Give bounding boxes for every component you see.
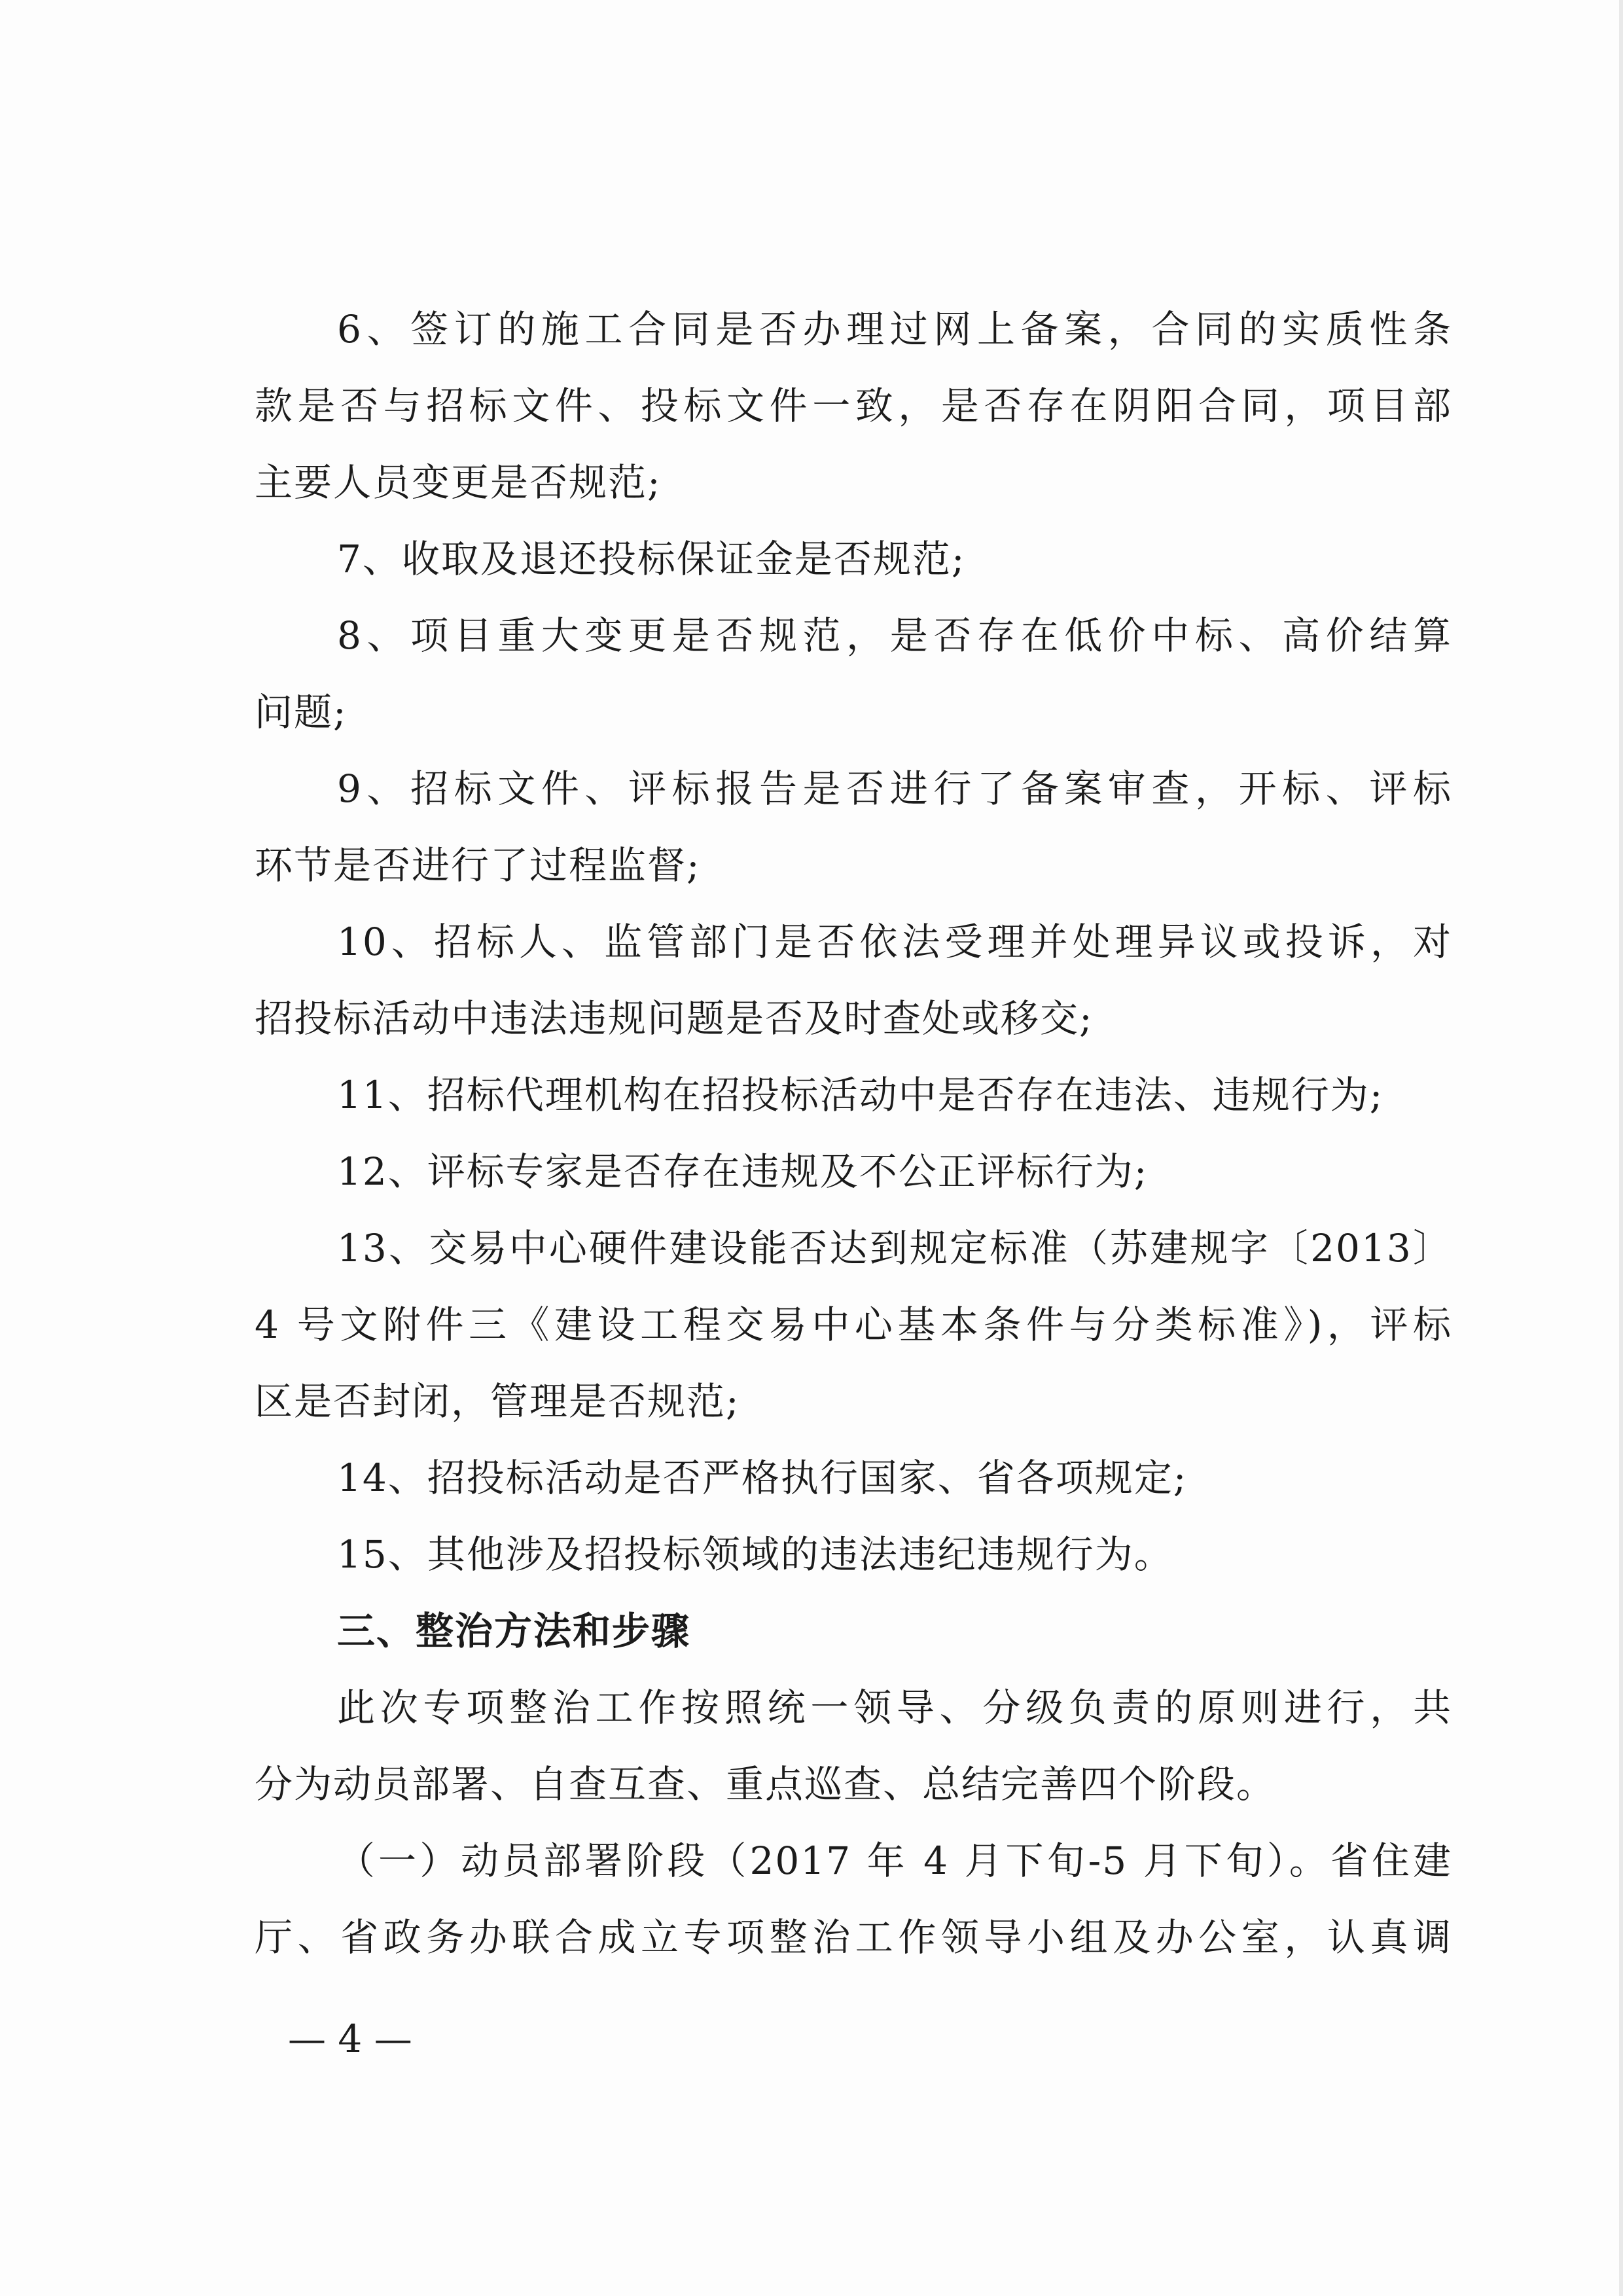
paragraph-line: 12、评标专家是否存在违规及不公正评标行为;: [337, 1149, 1149, 1194]
paragraph-line: 14、招投标活动是否严格执行国家、省各项规定;: [337, 1456, 1188, 1500]
paragraph-line: 款是否与招标文件、投标文件一致，是否存在阴阳合同，项目部: [255, 384, 1452, 428]
paragraph-line: 分为动员部署、自查互查、重点巡查、总结完善四个阶段。: [255, 1762, 1276, 1806]
paragraph-line: （一）动员部署阶段（2017 年 4 月下旬-5 月下旬）。省住建: [337, 1839, 1452, 1883]
paragraph-line: 厅、省政务办联合成立专项整治工作领导小组及办公室，认真调: [255, 1915, 1452, 1960]
paragraph-line: 10、招标人、监管部门是否依法受理并处理异议或投诉，对: [337, 920, 1452, 964]
paragraph-line: 9、招标文件、评标报告是否进行了备案审查，开标、评标: [337, 766, 1452, 811]
paragraph-line: 主要人员变更是否规范;: [255, 460, 662, 505]
paragraph-line: 7、收取及退还投标保证金是否规范;: [337, 537, 966, 581]
paragraph-line: 8、项目重大变更是否规范，是否存在低价中标、高价结算: [337, 613, 1452, 658]
scan-edge: [1619, 0, 1623, 2296]
section-heading: 三、整治方法和步骤: [337, 1609, 691, 1653]
paragraph-line: 11、招标代理机构在招投标活动中是否存在违法、违规行为;: [337, 1073, 1384, 1117]
paragraph-line: 此次专项整治工作按照统一领导、分级负责的原则进行，共: [337, 1685, 1452, 1730]
paragraph-line: 环节是否进行了过程监督;: [255, 843, 701, 888]
paragraph-line: 区是否封闭，管理是否规范;: [255, 1379, 740, 1424]
page-number: — 4 —: [288, 2017, 412, 2061]
paragraph-line: 6、签订的施工合同是否办理过网上备案，合同的实质性条: [337, 307, 1452, 351]
paragraph-line: 招投标活动中违法违规问题是否及时查处或移交;: [255, 996, 1094, 1041]
paragraph-line: 问题;: [255, 690, 348, 734]
paragraph-line: 13、交易中心硬件建设能否达到规定标准（苏建规字〔2013〕: [337, 1226, 1452, 1270]
paragraph-line: 15、其他涉及招投标领域的违法违纪违规行为。: [337, 1532, 1173, 1577]
document-body: [255, 291, 1452, 1976]
paragraph-line: 4 号文附件三《建设工程交易中心基本条件与分类标准》)，评标: [255, 1302, 1452, 1347]
